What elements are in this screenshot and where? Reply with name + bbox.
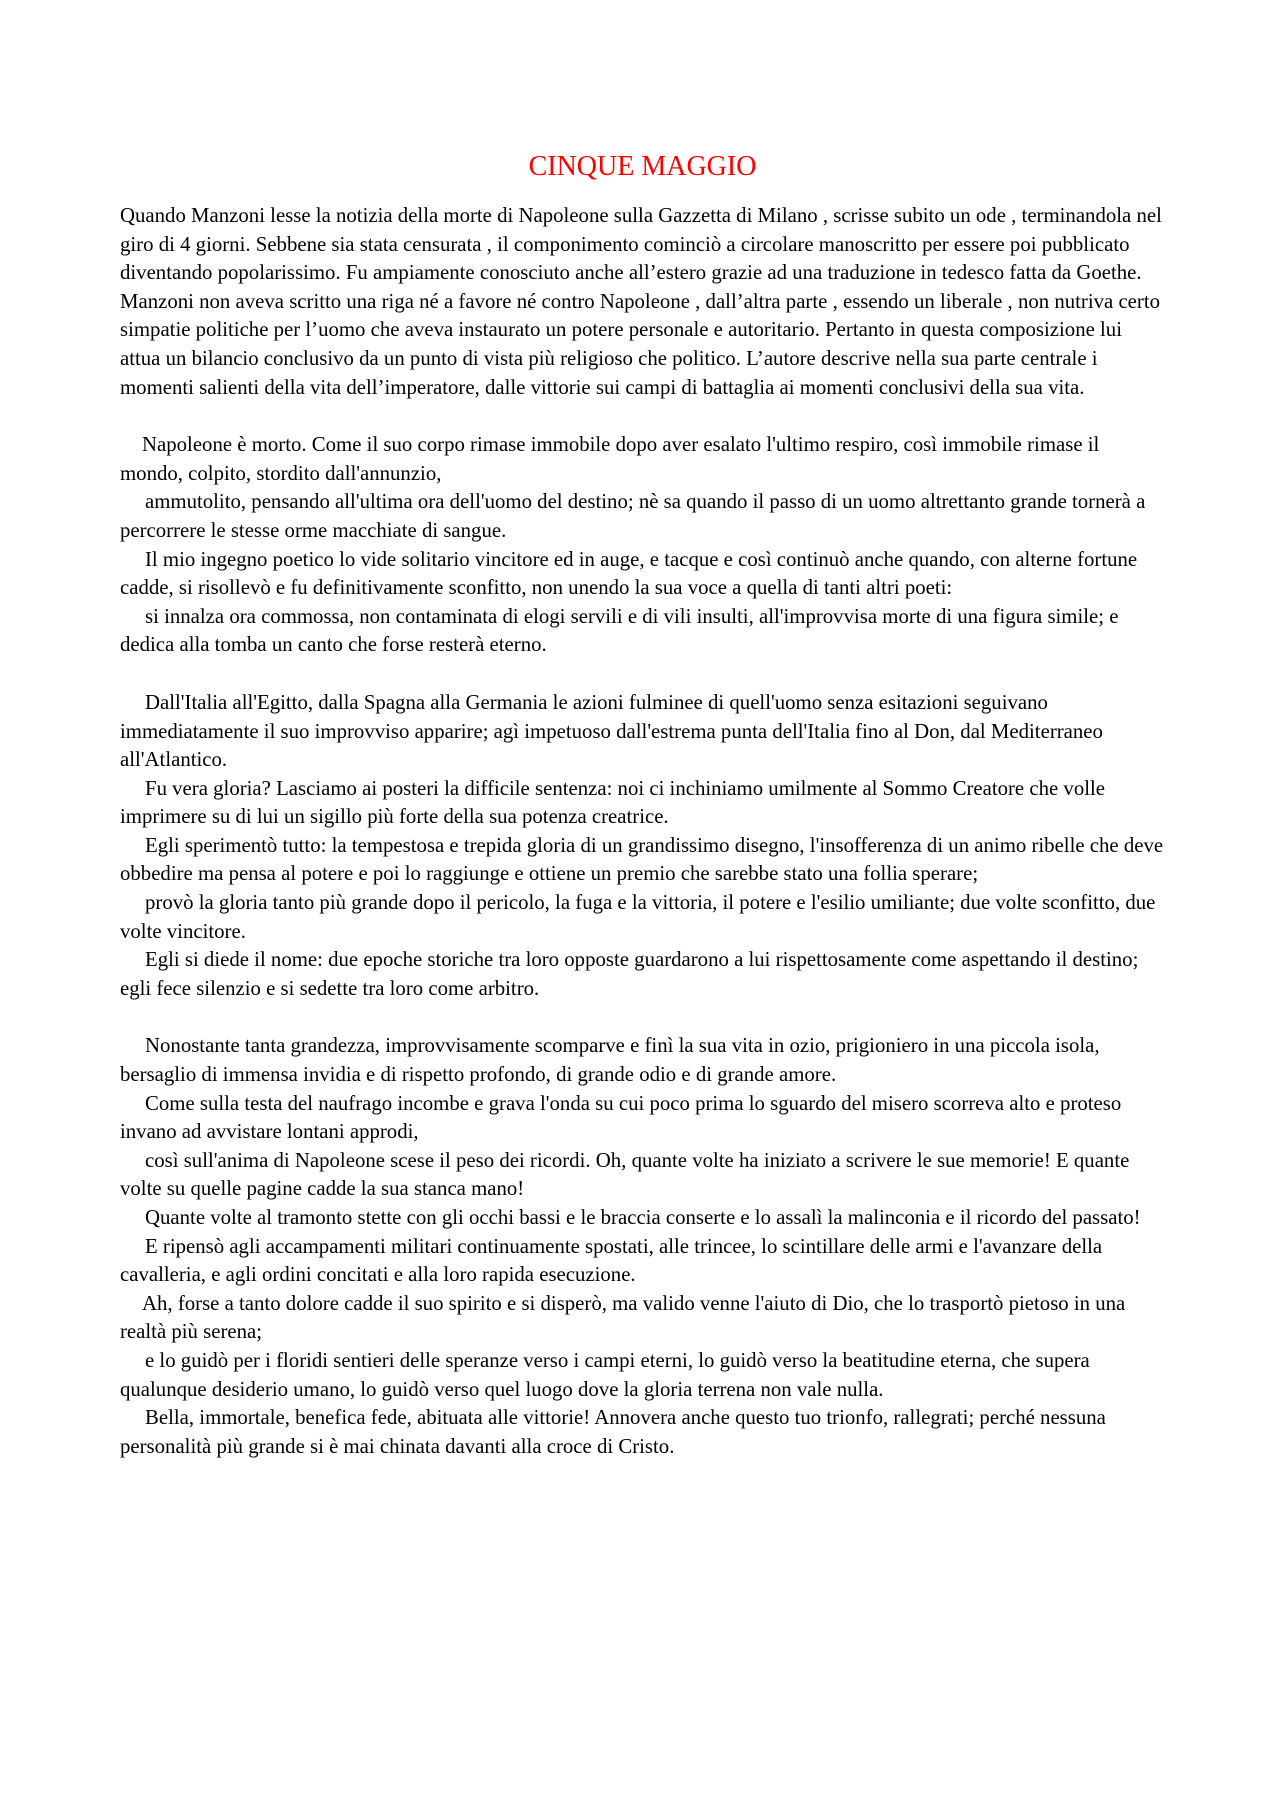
- paragraph: Nonostante tanta grandezza, improvvisamente scomparve e finì la sua vita in ozio, prigioniero in una piccola isola, bersaglio di immensa invidia e di rispetto profondo, di grande odio e di grande amore.: [120, 1034, 1100, 1087]
- paragraph: Egli sperimentò tutto: la tempestosa e trepida gloria di un grandissimo disegno, l'insofferenza di un animo ribelle che deve obbedire ma pensa al potere e poi lo raggiunge e ottiene un premio che sarebbe stato una follia sperare;: [120, 833, 1164, 886]
- paragraph: Fu vera gloria? Lasciamo ai posteri la difficile sentenza: noi ci inchiniamo umilmente al Sommo Creatore che volle imprimere su di lui un sigillo più forte della sua potenza creatrice.: [120, 776, 1106, 829]
- paragraph: e lo guidò per i floridi sentieri delle speranze verso i campi eterni, lo guidò verso la beatitudine eterna, che supera qualunque desiderio umano, lo guidò verso quel luogo dove la gloria terrena non vale nulla.: [120, 1348, 1090, 1401]
- paragraph: provò la gloria tanto più grande dopo il pericolo, la fuga e la vittoria, il potere e l'esilio umiliante; due volte sconfitto, due volte vincitore.: [120, 891, 1156, 943]
- paragraph: Quante volte al tramonto stette con gli occhi bassi e le braccia conserte e lo assalì la malinconia e il ricordo del passato!: [145, 1206, 1141, 1229]
- section-gap: [120, 660, 1165, 689]
- section-2: [120, 689, 1165, 1004]
- section-3: [120, 1032, 1165, 1461]
- paragraph: Il mio ingegno poetico lo vide solitario vincitore ed in auge, e tacque e così continuò anche quando, con alterne fortune cadde, si risollevò e fu definitivamente sconfitto, non unendo la sua voce a quella di tanti altri poeti:: [120, 547, 1138, 600]
- paragraph: si innalza ora commossa, non contaminata di elogi servili e di vili insulti, all'improvvisa morte di una figura simile; e dedica alla tomba un canto che forse resterà eterno.: [120, 604, 1119, 657]
- paragraph: E ripensò agli accampamenti militari continuamente spostati, alle trincee, lo scintillare delle armi e l'avanzare della cavalleria, e agli ordini concitati e alla loro rapida esecuzione.: [120, 1234, 1103, 1287]
- paragraph: Egli si diede il nome: due epoche storiche tra loro opposte guardarono a lui rispettosamente come aspettando il destino; egli fece silenzio e si sedette tra loro come arbitro.: [120, 948, 1139, 1000]
- paragraph: ammutolito, pensando all'ultima ora dell'uomo del destino; nè sa quando il passo di un uomo altrettanto grande tornerà a percorrere le stesse orme macchiate di sangue.: [120, 490, 1146, 542]
- intro-paragraph: Quando Manzoni lesse la notizia della morte di Napoleone sulla Gazzetta di Milano , scrisse subito un ode , terminandola nel giro di 4 giorni. Sebbene sia stata censurata , il componimento cominciò a circolare manoscritto per essere poi pubblicato diventando popolarissimo. Fu ampiamente conosciuto anche all’estero grazie ad una traduzione in tedesco fatta da Goethe. Manzoni non aveva scritto una riga né a favore né contro Napoleone , dall’altra parte , essendo un liberale , non nutriva certo simpatie politiche per l’uomo che aveva instaurato un potere personale e autoritario. Pertanto in questa composizione lui attua un bilancio conclusivo da un punto di vista più religioso che politico. L’autore descrive nella sua parte centrale i momenti salienti della vita dell’imperatore, dalle vittorie sui campi di battaglia ai momenti conclusivi della sua vita.: [120, 204, 1162, 399]
- paragraph: così sull'anima di Napoleone scese il peso dei ricordi. Oh, quante volte ha iniziato a scrivere le sue memorie! E quante volte su quelle pagine cadde la sua stanca mano!: [120, 1148, 1130, 1201]
- document-title: CINQUE MAGGIO: [528, 151, 757, 182]
- paragraph: Come sulla testa del naufrago incombe e grava l'onda su cui poco prima lo sguardo del misero scorreva alto e proteso invano ad avvistare lontani approdi,: [120, 1091, 1122, 1144]
- paragraph: Bella, immortale, benefica fede, abituata alle vittorie! Annovera anche questo tuo trionfo, rallegrati; perché nessuna personalità più grande si è mai chinata davanti alla croce di Cristo.: [120, 1406, 1106, 1458]
- section-1: [120, 431, 1165, 660]
- section-gap: [120, 402, 1165, 431]
- paragraph: Ah, forse a tanto dolore cadde il suo spirito e si disperò, ma valido venne l'aiuto di Dio, che lo trasportò pietoso in una realtà più serena;: [120, 1291, 1126, 1344]
- paragraph: Dall'Italia all'Egitto, dalla Spagna alla Germania le azioni fulminee di quell'uomo senza esitazioni seguivano immediatamente il suo improvviso apparire; agì impetuoso dall'estrema punta dell'Italia fino al Don, dal Mediterraneo all'Atlantico.: [120, 690, 1103, 772]
- section-gap: [120, 1003, 1165, 1032]
- document-page: [120, 150, 1165, 1461]
- paragraph: Napoleone è morto. Come il suo corpo rimase immobile dopo aver esalato l'ultimo respiro, così immobile rimase il mondo, colpito, stordito dall'annunzio,: [120, 433, 1100, 485]
